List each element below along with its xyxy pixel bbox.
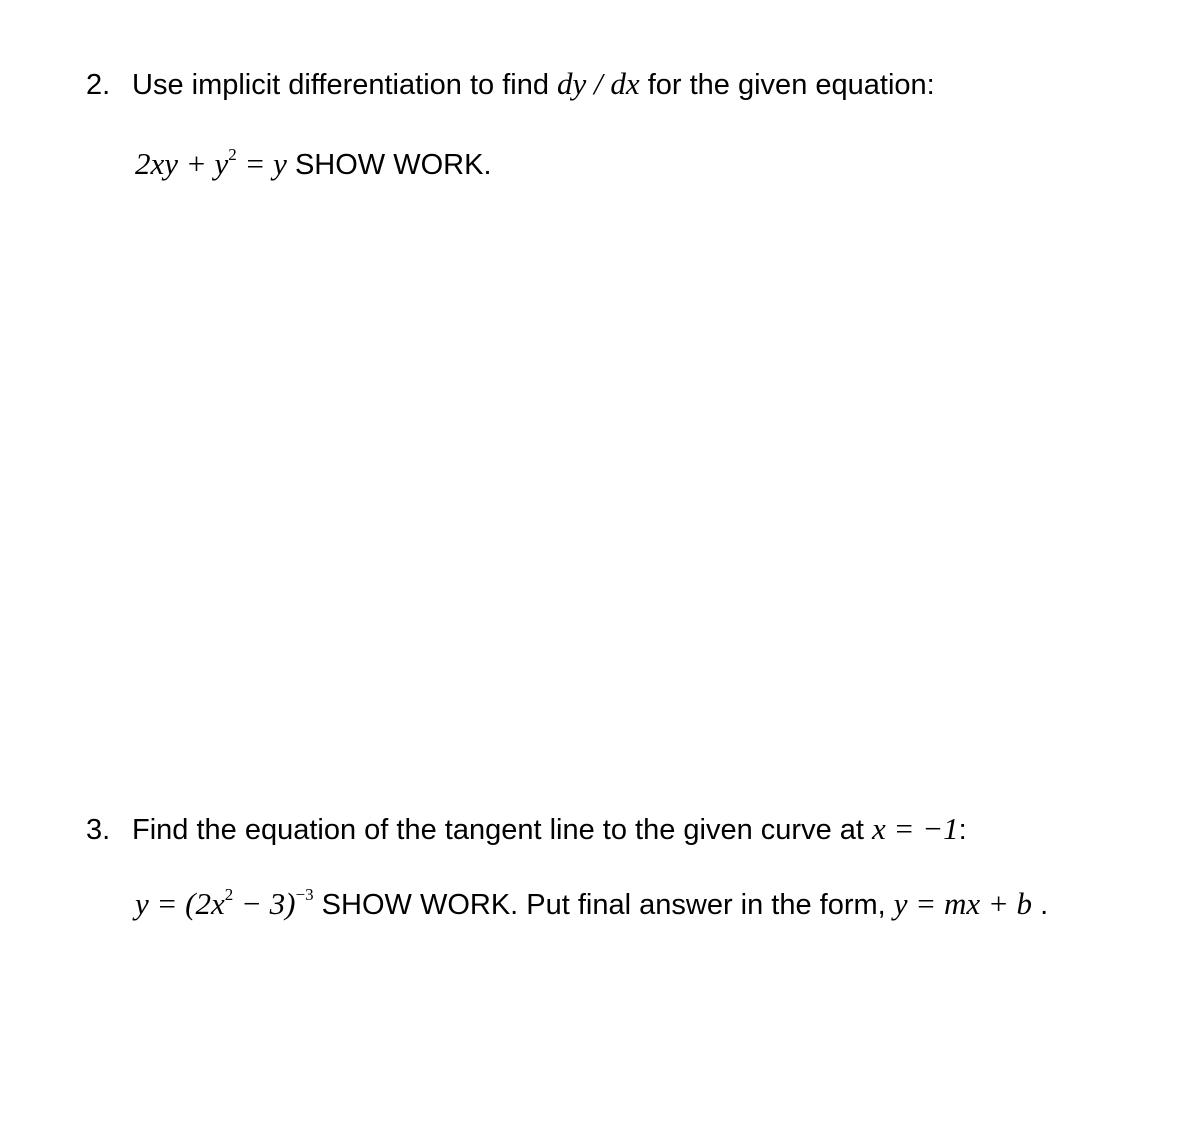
question-3-equation-exponent1: 2 [224, 885, 234, 904]
question-2-equation-exponent: 2 [228, 145, 237, 164]
question-2-equation [135, 146, 287, 181]
question-3-answer-form: y = mx + b [893, 886, 1033, 921]
question-3-equation-line [135, 885, 1049, 921]
question-3-number: 3. [86, 814, 111, 846]
question-3-equation-part2: − 3) [233, 886, 296, 921]
question-3-prompt [86, 813, 967, 845]
question-3-equation-part1: y = (2x [135, 886, 225, 921]
question-3-answer-end: . [1040, 889, 1049, 921]
question-3-instruction: SHOW WORK. Put final answer in the form, [321, 889, 886, 921]
question-2-equation-line [135, 145, 492, 181]
question-2-prompt-end: for the given equation: [647, 69, 935, 101]
question-2-equation-rest: = y [236, 146, 287, 181]
question-2-prompt-text: Use implicit differentiation to find [132, 69, 549, 101]
question-3-prompt-text: Find the equation of the tangent line to the given curve at [132, 814, 864, 846]
question-2-instruction: SHOW WORK. [294, 149, 492, 181]
question-3-point: x = −1 [872, 811, 959, 846]
question-2-prompt [86, 68, 935, 100]
question-2-number: 2. [86, 69, 111, 101]
question-2-derivative-notation: dy / dx [557, 66, 640, 101]
question-3-equation [135, 886, 314, 921]
question-2-equation-base: 2xy + y [135, 146, 229, 181]
question-3-prompt-end: : [958, 814, 967, 846]
question-3-equation-exponent2: −3 [295, 885, 314, 904]
